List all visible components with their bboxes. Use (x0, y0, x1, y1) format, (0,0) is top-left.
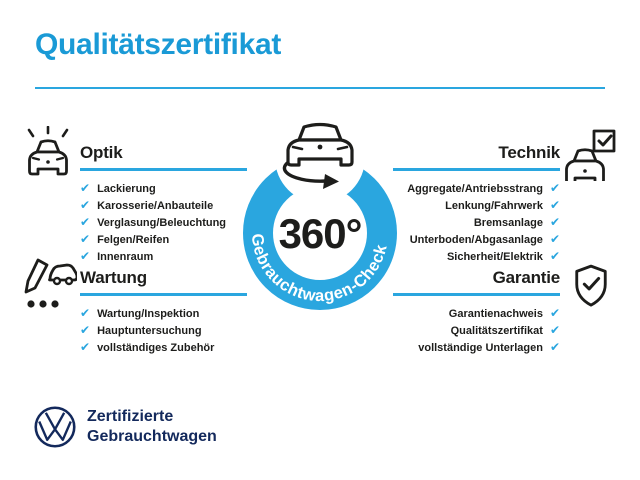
checklist-item (80, 248, 247, 265)
section-underline (80, 293, 247, 296)
checklist-item-label: Hauptuntersuchung (97, 324, 202, 337)
check-icon: ✔ (80, 339, 91, 354)
section-title: Garantie (492, 268, 560, 287)
brand-claim-line2: Gebrauchtwagen (87, 428, 217, 445)
checklist-item-label: vollständiges Zubehör (97, 341, 215, 354)
check-icon: ✔ (80, 305, 91, 320)
checklist-item-label: Wartung/Inspektion (97, 307, 200, 320)
checklist-item (80, 180, 247, 197)
check-icon: ✔ (549, 339, 560, 354)
checklist-item (80, 322, 247, 339)
section-optik (80, 143, 247, 265)
checklist-item (393, 197, 560, 214)
section-underline (393, 168, 560, 171)
checklist-item-label: Qualitätszertifikat (450, 324, 543, 337)
checklist-item (80, 214, 247, 231)
checklist-item (393, 339, 560, 356)
degree-label: 360° (278, 210, 362, 257)
section-garantie (393, 268, 560, 356)
checklist-item (393, 322, 560, 339)
checklist-item-label: vollständige Unterlagen (418, 341, 543, 354)
check-icon: ✔ (80, 231, 91, 246)
check-icon: ✔ (549, 248, 560, 263)
checklist-item-label: Verglasung/Beleuchtung (97, 216, 227, 229)
checklist-technik (393, 180, 560, 265)
checklist-item-label: Lenkung/Fahrwerk (445, 199, 543, 212)
section-technik (393, 143, 560, 265)
checklist-item (80, 305, 247, 322)
section-wartung (80, 268, 247, 356)
checklist-item (393, 248, 560, 265)
section-title: Wartung (80, 268, 147, 287)
360-ring-graphic (225, 112, 415, 322)
checklist-item-label: Lackierung (97, 182, 156, 195)
checklist-garantie (393, 305, 560, 356)
checklist-item-label: Garantienachweis (448, 307, 543, 320)
car-front-shine-icon (24, 126, 72, 178)
check-icon: ✔ (80, 248, 91, 263)
checklist-item (80, 231, 247, 248)
360-check-badge (225, 112, 415, 322)
checklist-optik (80, 180, 247, 265)
section-underline (80, 168, 247, 171)
checklist-item-label: Innenraum (97, 250, 154, 263)
section-title: Technik (498, 143, 560, 162)
check-icon: ✔ (80, 322, 91, 337)
checklist-item (393, 214, 560, 231)
check-icon: ✔ (549, 197, 560, 212)
check-icon: ✔ (80, 214, 91, 229)
checklist-wartung (80, 305, 247, 356)
check-icon: ✔ (549, 305, 560, 320)
brand-claim-line1: Zertifizierte (87, 408, 174, 425)
page-title: Qualitätszertifikat (35, 28, 282, 61)
checklist-item (393, 180, 560, 197)
check-icon: ✔ (549, 180, 560, 195)
check-icon: ✔ (80, 197, 91, 212)
check-icon: ✔ (549, 231, 560, 246)
ring-label: Gebrauchtwagen-Check (247, 232, 391, 306)
checklist-item-label: Sicherheit/Elektrik (446, 250, 543, 263)
section-underline (393, 293, 560, 296)
checklist-item (80, 339, 247, 356)
check-icon: ✔ (549, 322, 560, 337)
checklist-item (393, 305, 560, 322)
checklist-item-label: Karosserie/Anbauteile (97, 199, 214, 212)
brand-claim (87, 407, 217, 447)
service-record-icon (21, 256, 77, 314)
check-icon: ✔ (549, 214, 560, 229)
checklist-item-label: Felgen/Reifen (97, 233, 170, 246)
checklist-item-label: Aggregate/Antriebsstrang (407, 182, 543, 195)
car-checkbox-icon (561, 129, 617, 181)
check-icon: ✔ (80, 180, 91, 195)
checklist-item-label: Unterboden/Abgasanlage (409, 233, 543, 246)
section-title: Optik (80, 143, 123, 162)
vw-logo-icon (33, 405, 77, 449)
checklist-item (393, 231, 560, 248)
checklist-item-label: Bremsanlage (473, 216, 543, 229)
checklist-item (80, 197, 247, 214)
title-divider (35, 87, 605, 89)
brand-footer (33, 405, 217, 449)
shield-check-icon (572, 263, 610, 313)
